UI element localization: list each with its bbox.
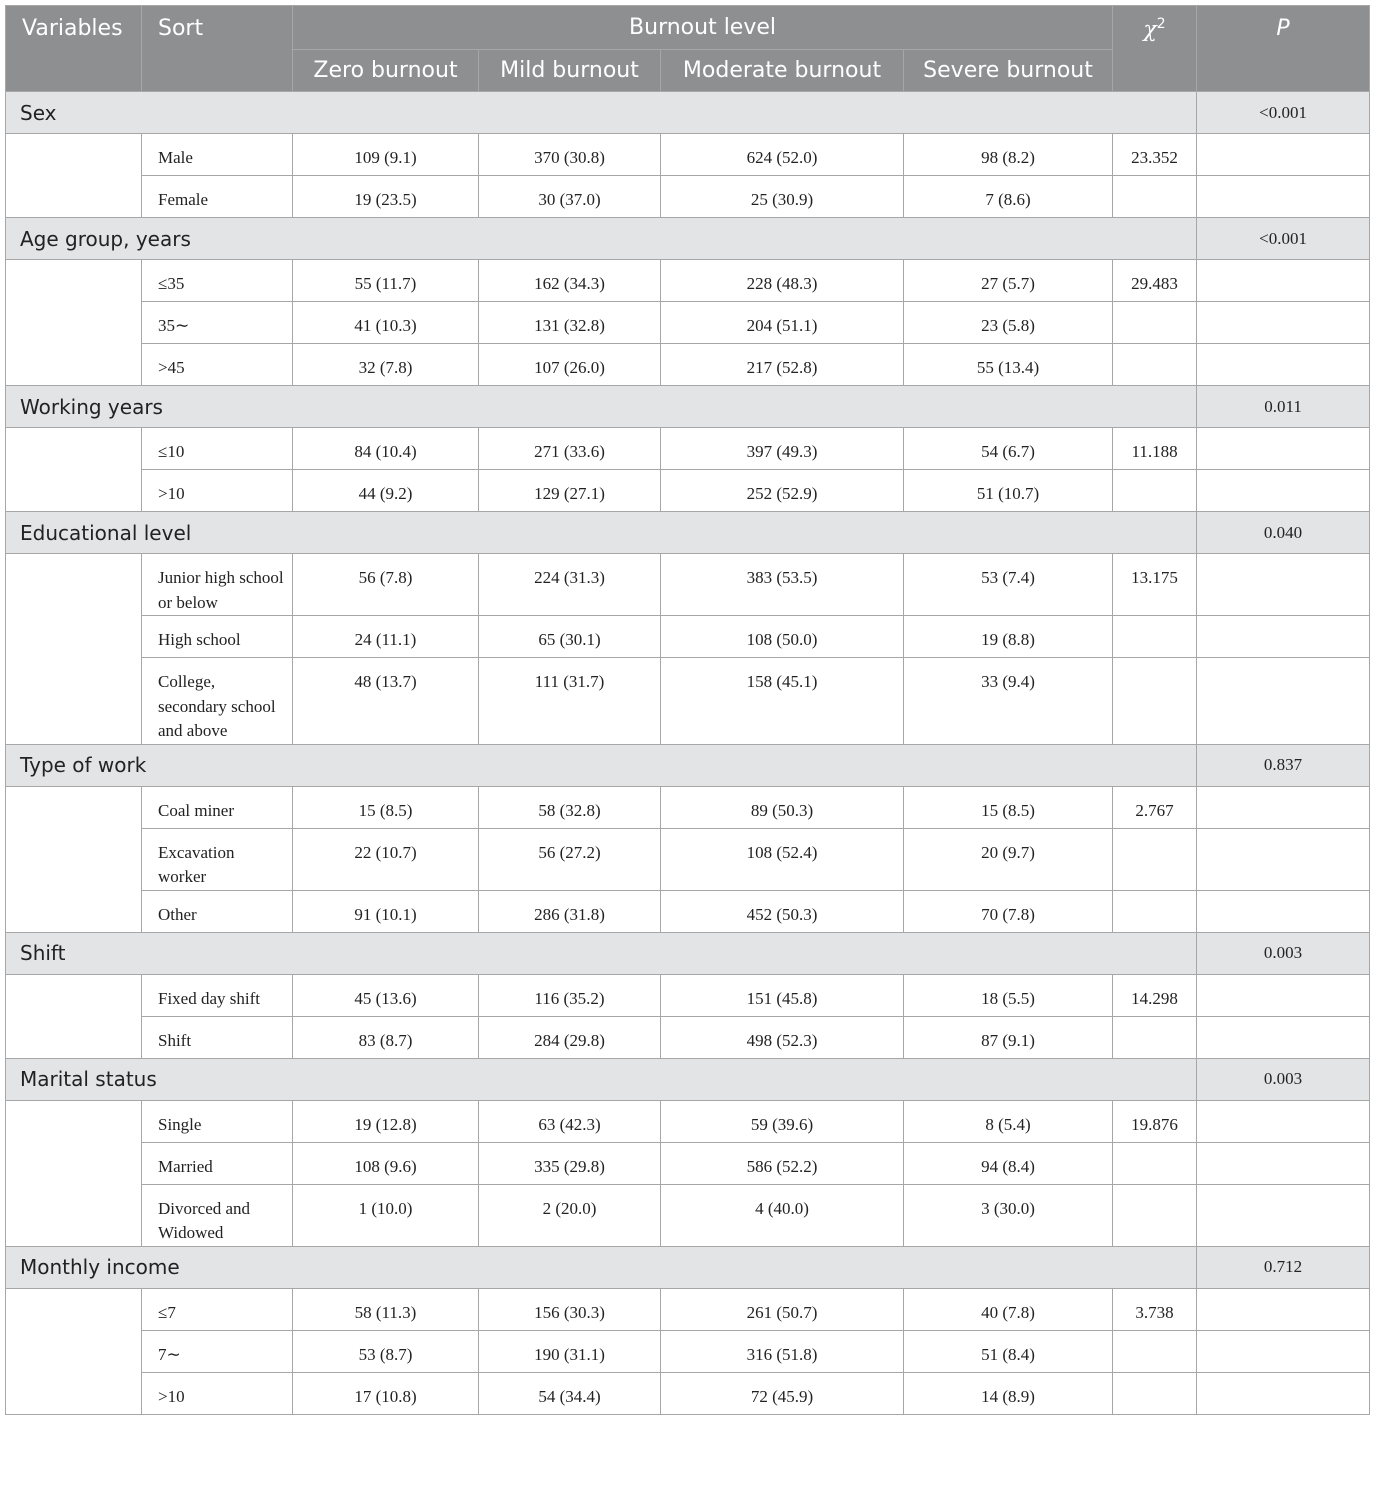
sort-cell: ≤7 — [142, 1288, 293, 1330]
chi-square-cell — [1113, 176, 1197, 218]
moderate-burnout-cell: 89 (50.3) — [661, 786, 904, 828]
moderate-burnout-cell: 452 (50.3) — [661, 890, 904, 932]
table-row — [6, 260, 1370, 302]
sort-cell: 7∼ — [142, 1330, 293, 1372]
moderate-burnout-cell: 4 (40.0) — [661, 1184, 904, 1246]
chi-square-cell: 13.175 — [1113, 554, 1197, 616]
table-row — [6, 1184, 1370, 1246]
zero-burnout-cell: 58 (11.3) — [293, 1288, 479, 1330]
chi-square-cell — [1113, 616, 1197, 658]
p-value-cell — [1197, 1184, 1370, 1246]
sort-cell: Junior high school or below — [142, 554, 293, 616]
table-row — [6, 786, 1370, 828]
group-name: Type of work — [6, 744, 1197, 786]
chi-square-cell: 11.188 — [1113, 428, 1197, 470]
severe-burnout-cell: 98 (8.2) — [904, 134, 1113, 176]
group-p-value: 0.040 — [1197, 512, 1370, 554]
table-row — [6, 302, 1370, 344]
severe-burnout-cell: 23 (5.8) — [904, 302, 1113, 344]
mild-burnout-cell: 224 (31.3) — [479, 554, 661, 616]
mild-burnout-cell: 286 (31.8) — [479, 890, 661, 932]
p-value-cell — [1197, 1142, 1370, 1184]
table-header — [6, 6, 1370, 92]
sort-cell: Other — [142, 890, 293, 932]
sort-cell: Female — [142, 176, 293, 218]
zero-burnout-cell: 44 (9.2) — [293, 470, 479, 512]
mild-burnout-cell: 162 (34.3) — [479, 260, 661, 302]
severe-burnout-cell: 8 (5.4) — [904, 1100, 1113, 1142]
header-chi-square — [1113, 6, 1197, 92]
severe-burnout-cell: 3 (30.0) — [904, 1184, 1113, 1246]
zero-burnout-cell: 109 (9.1) — [293, 134, 479, 176]
variable-spacer-cell — [6, 974, 142, 1058]
chi-square-cell: 14.298 — [1113, 974, 1197, 1016]
table-row — [6, 1330, 1370, 1372]
zero-burnout-cell: 48 (13.7) — [293, 658, 479, 745]
sort-cell: ≤35 — [142, 260, 293, 302]
group-p-value: 0.011 — [1197, 386, 1370, 428]
moderate-burnout-cell: 158 (45.1) — [661, 658, 904, 745]
severe-burnout-cell: 19 (8.8) — [904, 616, 1113, 658]
p-value-cell — [1197, 1330, 1370, 1372]
mild-burnout-cell: 63 (42.3) — [479, 1100, 661, 1142]
mild-burnout-cell: 190 (31.1) — [479, 1330, 661, 1372]
table-row — [6, 616, 1370, 658]
sort-cell: Single — [142, 1100, 293, 1142]
moderate-burnout-cell: 59 (39.6) — [661, 1100, 904, 1142]
group-p-value: 0.837 — [1197, 744, 1370, 786]
chi-square-cell — [1113, 828, 1197, 890]
p-value-cell — [1197, 1016, 1370, 1058]
group-row — [6, 386, 1370, 428]
zero-burnout-cell: 45 (13.6) — [293, 974, 479, 1016]
group-p-value: 0.003 — [1197, 1058, 1370, 1100]
chi-square-cell: 23.352 — [1113, 134, 1197, 176]
variable-spacer-cell — [6, 554, 142, 745]
p-value-cell — [1197, 974, 1370, 1016]
zero-burnout-cell: 41 (10.3) — [293, 302, 479, 344]
table-body — [6, 92, 1370, 1415]
group-row — [6, 512, 1370, 554]
p-value-cell — [1197, 658, 1370, 745]
table-row — [6, 890, 1370, 932]
zero-burnout-cell: 32 (7.8) — [293, 344, 479, 386]
chi-square-cell — [1113, 1016, 1197, 1058]
severe-burnout-cell: 55 (13.4) — [904, 344, 1113, 386]
mild-burnout-cell: 129 (27.1) — [479, 470, 661, 512]
group-name: Shift — [6, 932, 1197, 974]
sort-cell: 35∼ — [142, 302, 293, 344]
mild-burnout-cell: 131 (32.8) — [479, 302, 661, 344]
header-burnout-level: Burnout level — [293, 6, 1113, 50]
table-row — [6, 176, 1370, 218]
chi-square-cell — [1113, 1184, 1197, 1246]
chi-square-cell — [1113, 1142, 1197, 1184]
group-name: Sex — [6, 92, 1197, 134]
sort-cell: >10 — [142, 470, 293, 512]
group-p-value: <0.001 — [1197, 92, 1370, 134]
chi-square-cell: 29.483 — [1113, 260, 1197, 302]
table-row — [6, 1016, 1370, 1058]
mild-burnout-cell: 65 (30.1) — [479, 616, 661, 658]
p-value-cell — [1197, 786, 1370, 828]
chi-square-cell: 19.876 — [1113, 1100, 1197, 1142]
sort-cell: >45 — [142, 344, 293, 386]
mild-burnout-cell: 370 (30.8) — [479, 134, 661, 176]
zero-burnout-cell: 1 (10.0) — [293, 1184, 479, 1246]
chi-square-cell — [1113, 470, 1197, 512]
group-row — [6, 932, 1370, 974]
p-value-cell — [1197, 1100, 1370, 1142]
mild-burnout-cell: 111 (31.7) — [479, 658, 661, 745]
variable-spacer-cell — [6, 428, 142, 512]
moderate-burnout-cell: 261 (50.7) — [661, 1288, 904, 1330]
moderate-burnout-cell: 204 (51.1) — [661, 302, 904, 344]
moderate-burnout-cell: 72 (45.9) — [661, 1372, 904, 1414]
p-value-cell — [1197, 260, 1370, 302]
chi-square-cell — [1113, 302, 1197, 344]
group-name: Marital status — [6, 1058, 1197, 1100]
p-value-cell — [1197, 470, 1370, 512]
severe-burnout-cell: 40 (7.8) — [904, 1288, 1113, 1330]
group-name: Age group, years — [6, 218, 1197, 260]
p-value-cell — [1197, 302, 1370, 344]
severe-burnout-cell: 51 (10.7) — [904, 470, 1113, 512]
header-p-value: P — [1197, 6, 1370, 92]
zero-burnout-cell: 17 (10.8) — [293, 1372, 479, 1414]
sort-cell: High school — [142, 616, 293, 658]
moderate-burnout-cell: 586 (52.2) — [661, 1142, 904, 1184]
p-value-cell — [1197, 1372, 1370, 1414]
mild-burnout-cell: 54 (34.4) — [479, 1372, 661, 1414]
mild-burnout-cell: 335 (29.8) — [479, 1142, 661, 1184]
severe-burnout-cell: 87 (9.1) — [904, 1016, 1113, 1058]
zero-burnout-cell: 53 (8.7) — [293, 1330, 479, 1372]
p-value-cell — [1197, 344, 1370, 386]
group-p-value: <0.001 — [1197, 218, 1370, 260]
moderate-burnout-cell: 217 (52.8) — [661, 344, 904, 386]
chi-square-cell — [1113, 1372, 1197, 1414]
zero-burnout-cell: 24 (11.1) — [293, 616, 479, 658]
severe-burnout-cell: 7 (8.6) — [904, 176, 1113, 218]
sort-cell: Excavation worker — [142, 828, 293, 890]
table-row — [6, 554, 1370, 616]
moderate-burnout-cell: 624 (52.0) — [661, 134, 904, 176]
variable-spacer-cell — [6, 260, 142, 386]
group-row — [6, 1058, 1370, 1100]
table-row — [6, 470, 1370, 512]
zero-burnout-cell: 91 (10.1) — [293, 890, 479, 932]
chi-superscript: 2 — [1156, 16, 1166, 32]
group-row — [6, 1246, 1370, 1288]
table-row — [6, 658, 1370, 745]
table-row — [6, 1142, 1370, 1184]
severe-burnout-cell: 70 (7.8) — [904, 890, 1113, 932]
sort-cell: >10 — [142, 1372, 293, 1414]
severe-burnout-cell: 33 (9.4) — [904, 658, 1113, 745]
zero-burnout-cell: 56 (7.8) — [293, 554, 479, 616]
table-row — [6, 1288, 1370, 1330]
mild-burnout-cell: 2 (20.0) — [479, 1184, 661, 1246]
zero-burnout-cell: 55 (11.7) — [293, 260, 479, 302]
variable-spacer-cell — [6, 786, 142, 932]
sort-cell: ≤10 — [142, 428, 293, 470]
severe-burnout-cell: 15 (8.5) — [904, 786, 1113, 828]
p-value-cell — [1197, 134, 1370, 176]
table-row — [6, 828, 1370, 890]
p-value-cell — [1197, 616, 1370, 658]
sort-cell: Divorced and Widowed — [142, 1184, 293, 1246]
chi-symbol: χ — [1143, 17, 1157, 43]
variable-spacer-cell — [6, 1288, 142, 1414]
moderate-burnout-cell: 108 (52.4) — [661, 828, 904, 890]
header-mild-burnout: Mild burnout — [479, 50, 661, 92]
header-zero-burnout: Zero burnout — [293, 50, 479, 92]
mild-burnout-cell: 156 (30.3) — [479, 1288, 661, 1330]
severe-burnout-cell: 51 (8.4) — [904, 1330, 1113, 1372]
moderate-burnout-cell: 316 (51.8) — [661, 1330, 904, 1372]
table-row — [6, 1372, 1370, 1414]
mild-burnout-cell: 107 (26.0) — [479, 344, 661, 386]
zero-burnout-cell: 83 (8.7) — [293, 1016, 479, 1058]
header-variables: Variables — [6, 6, 142, 92]
moderate-burnout-cell: 498 (52.3) — [661, 1016, 904, 1058]
mild-burnout-cell: 30 (37.0) — [479, 176, 661, 218]
sort-cell: Married — [142, 1142, 293, 1184]
zero-burnout-cell: 22 (10.7) — [293, 828, 479, 890]
p-value-cell — [1197, 828, 1370, 890]
moderate-burnout-cell: 25 (30.9) — [661, 176, 904, 218]
group-row — [6, 218, 1370, 260]
moderate-burnout-cell: 228 (48.3) — [661, 260, 904, 302]
mild-burnout-cell: 116 (35.2) — [479, 974, 661, 1016]
group-name: Monthly income — [6, 1246, 1197, 1288]
zero-burnout-cell: 19 (23.5) — [293, 176, 479, 218]
severe-burnout-cell: 27 (5.7) — [904, 260, 1113, 302]
chi-square-cell: 2.767 — [1113, 786, 1197, 828]
zero-burnout-cell: 19 (12.8) — [293, 1100, 479, 1142]
variable-spacer-cell — [6, 1100, 142, 1246]
table-row — [6, 428, 1370, 470]
severe-burnout-cell: 18 (5.5) — [904, 974, 1113, 1016]
severe-burnout-cell: 54 (6.7) — [904, 428, 1113, 470]
moderate-burnout-cell: 252 (52.9) — [661, 470, 904, 512]
p-value-cell — [1197, 554, 1370, 616]
sort-cell: Male — [142, 134, 293, 176]
chi-square-cell — [1113, 1330, 1197, 1372]
table-row — [6, 134, 1370, 176]
sort-cell: Shift — [142, 1016, 293, 1058]
moderate-burnout-cell: 151 (45.8) — [661, 974, 904, 1016]
p-value-cell — [1197, 890, 1370, 932]
group-row — [6, 744, 1370, 786]
group-p-value: 0.712 — [1197, 1246, 1370, 1288]
p-value-cell — [1197, 1288, 1370, 1330]
mild-burnout-cell: 271 (33.6) — [479, 428, 661, 470]
severe-burnout-cell: 14 (8.9) — [904, 1372, 1113, 1414]
group-name: Working years — [6, 386, 1197, 428]
table-row — [6, 1100, 1370, 1142]
p-value-cell — [1197, 176, 1370, 218]
zero-burnout-cell: 108 (9.6) — [293, 1142, 479, 1184]
header-moderate-burnout: Moderate burnout — [661, 50, 904, 92]
sort-cell: College, secondary school and above — [142, 658, 293, 745]
moderate-burnout-cell: 383 (53.5) — [661, 554, 904, 616]
chi-square-cell — [1113, 658, 1197, 745]
chi-square-cell — [1113, 344, 1197, 386]
moderate-burnout-cell: 397 (49.3) — [661, 428, 904, 470]
group-row — [6, 92, 1370, 134]
burnout-table — [5, 5, 1370, 1415]
severe-burnout-cell: 53 (7.4) — [904, 554, 1113, 616]
mild-burnout-cell: 56 (27.2) — [479, 828, 661, 890]
header-severe-burnout: Severe burnout — [904, 50, 1113, 92]
sort-cell: Coal miner — [142, 786, 293, 828]
zero-burnout-cell: 84 (10.4) — [293, 428, 479, 470]
group-p-value: 0.003 — [1197, 932, 1370, 974]
severe-burnout-cell: 20 (9.7) — [904, 828, 1113, 890]
sort-cell: Fixed day shift — [142, 974, 293, 1016]
group-name: Educational level — [6, 512, 1197, 554]
moderate-burnout-cell: 108 (50.0) — [661, 616, 904, 658]
mild-burnout-cell: 284 (29.8) — [479, 1016, 661, 1058]
severe-burnout-cell: 94 (8.4) — [904, 1142, 1113, 1184]
header-sort: Sort — [142, 6, 293, 92]
table-row — [6, 344, 1370, 386]
chi-square-cell — [1113, 890, 1197, 932]
variable-spacer-cell — [6, 134, 142, 218]
table-row — [6, 974, 1370, 1016]
zero-burnout-cell: 15 (8.5) — [293, 786, 479, 828]
chi-square-cell: 3.738 — [1113, 1288, 1197, 1330]
p-value-cell — [1197, 428, 1370, 470]
mild-burnout-cell: 58 (32.8) — [479, 786, 661, 828]
